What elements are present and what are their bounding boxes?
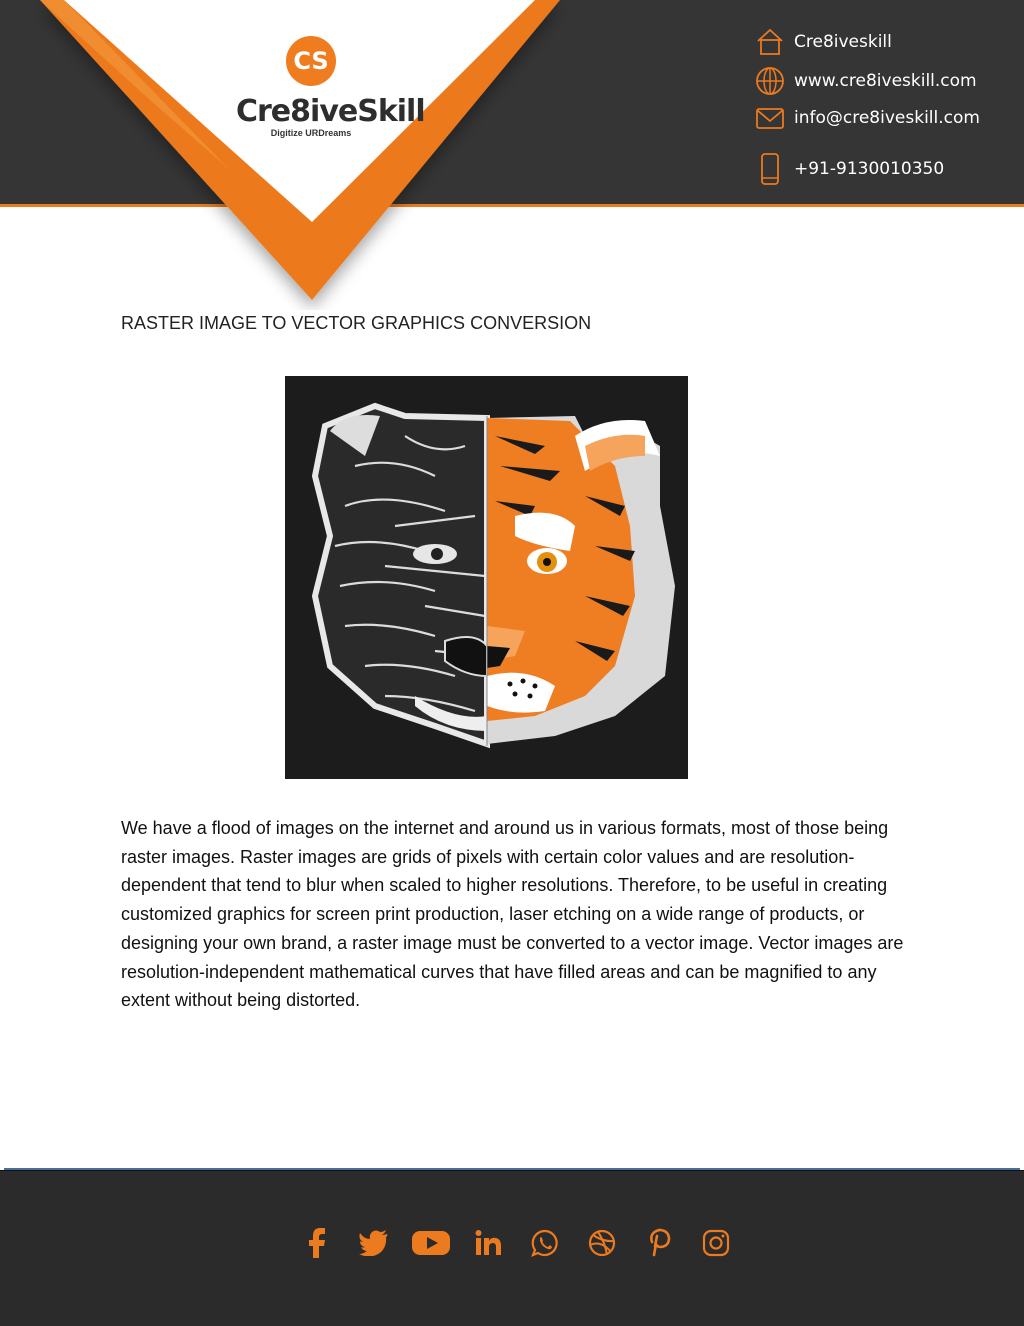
- intro-paragraph: We have a flood of images on the internet and around us in various formats, most of those being raster images. Raster images are grids of pixels with certain color values and are resolution-dependent that tend to blur when scaled to higher resolutions. Therefore, to be useful in creating customized graphics for screen print production, laser etching on a wide range of products, or designing your own brand, a raster image must be converted to a vector image. Vector images are resolution-independent mathematical curves that have filled areas and can be magnified to any extent without being distorted.: [121, 818, 904, 1011]
- logo-monogram: CS: [286, 36, 336, 86]
- contact-phone-number[interactable]: +91-9130010350: [794, 159, 945, 179]
- facebook-icon[interactable]: [296, 1222, 338, 1264]
- tiger-vector-half: [487, 416, 675, 744]
- tiger-raster-half: [315, 406, 487, 744]
- tiger-image: [285, 376, 688, 779]
- page-title: RASTER IMAGE TO VECTOR GRAPHICS CONVERSION: [121, 313, 592, 333]
- dribbble-icon[interactable]: [581, 1222, 623, 1264]
- youtube-icon[interactable]: [410, 1222, 452, 1264]
- contact-email[interactable]: [754, 102, 1014, 134]
- pinterest-icon[interactable]: [638, 1222, 680, 1264]
- logo-brand-name: Cre8iveSkill: [236, 94, 425, 129]
- phone-icon: [754, 153, 786, 185]
- contact-phone[interactable]: [754, 153, 1014, 185]
- whatsapp-icon[interactable]: [524, 1222, 566, 1264]
- globe-icon: [754, 65, 786, 97]
- twitter-icon[interactable]: [353, 1222, 395, 1264]
- instagram-icon[interactable]: [695, 1222, 737, 1264]
- mail-icon: [754, 102, 786, 134]
- contact-website-link[interactable]: www.cre8iveskill.com: [794, 71, 977, 91]
- contact-email-link[interactable]: info@cre8iveskill.com: [794, 108, 980, 128]
- tiger-illustration: [285, 376, 688, 779]
- contact-company-text: Cre8iveskill: [794, 32, 892, 52]
- logo-tagline: Digitize URDreams: [270, 128, 352, 138]
- home-icon: [754, 26, 786, 58]
- contact-website[interactable]: [754, 65, 1014, 97]
- contact-company: [754, 26, 1014, 58]
- linkedin-icon[interactable]: [467, 1222, 509, 1264]
- social-links: [296, 1222, 752, 1264]
- company-logo[interactable]: [236, 36, 425, 138]
